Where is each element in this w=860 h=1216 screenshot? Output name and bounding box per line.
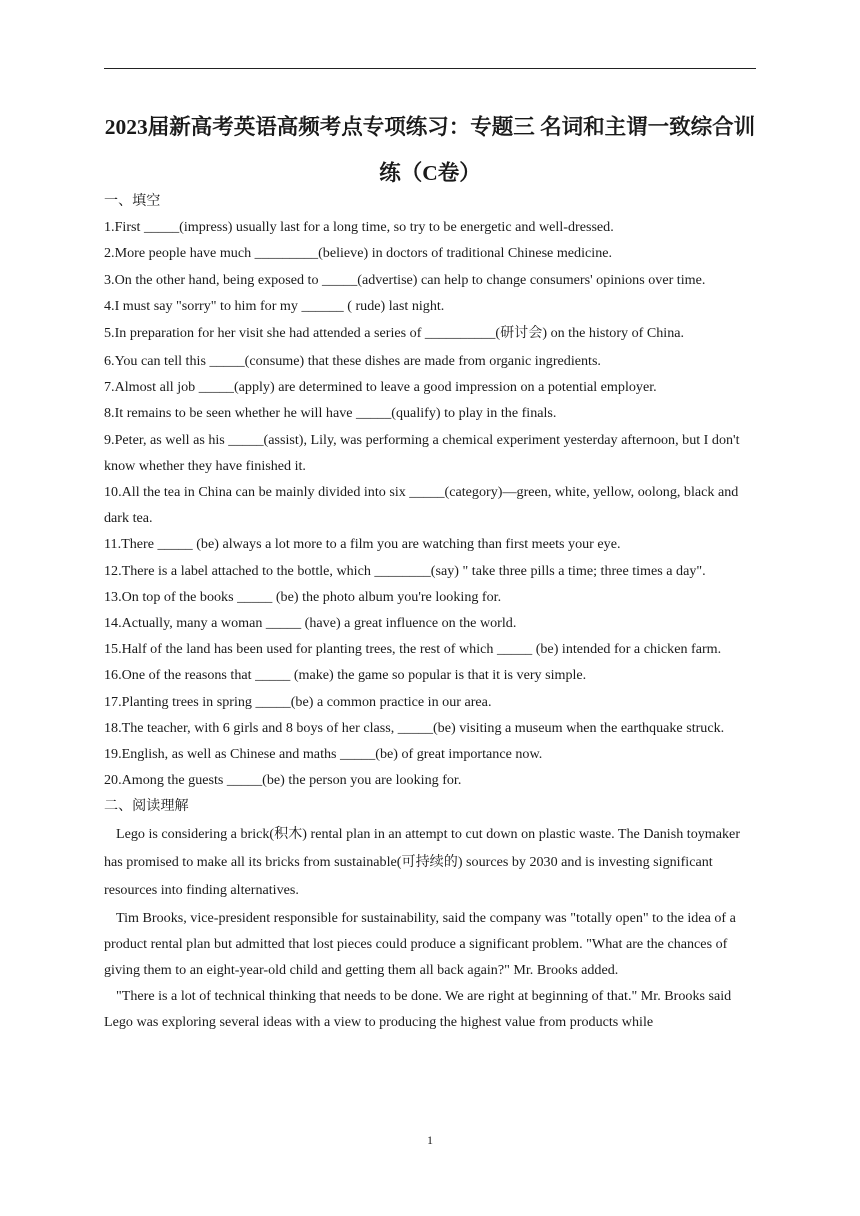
document-title: 2023届新高考英语高频考点专项练习：专题三 名词和主谓一致综合训练（C卷） (104, 115, 756, 185)
question-item: 3.On the other hand, being exposed to _____(advertise) can help to change consumers' opinions over time. (104, 271, 706, 288)
question-item: 13.On top of the books _____ (be) the photo album you're looking for. (104, 588, 502, 605)
question-item: 11.There _____ (be) always a lot more to a film you are watching than first meets your eye. (104, 536, 621, 553)
section-heading-fill-blank: 一、填空 (104, 193, 161, 209)
question-item: 15.Half of the land has been used for planting trees, the rest of which _____ (be) intended for a chicken farm. (104, 641, 722, 658)
document-body (104, 188, 758, 1036)
question-item: 19.English, as well as Chinese and maths _____(be) of great importance now. (104, 746, 543, 763)
passage-paragraph: "There is a lot of technical thinking that needs to be done. We are right at beginning of that." Mr. Brooks said Lego was exploring several ideas with a view to producing the highest value from products while (104, 988, 732, 1031)
question-item: 12.There is a label attached to the bottle, which ________(say) " take three pills a time; three times a day". (104, 562, 706, 579)
question-item: 2.More people have much _________(believe) in doctors of traditional Chinese medicine. (104, 245, 613, 262)
question-item: 20.Among the guests _____(be) the person you are looking for. (104, 772, 462, 789)
passage-paragraph: Lego is considering a brick(积木) rental plan in an attempt to cut down on plastic waste. The Danish toymaker has promised to make all its bricks from sustainable(可持续的) sources by 2030 and is investing significant resources into finding alternatives. (104, 825, 741, 899)
question-item: 5.In preparation for her visit she had attended a series of __________(研讨会) on the history of China. (104, 325, 685, 342)
question-item: 8.It remains to be seen whether he will have _____(qualify) to play in the finals. (104, 405, 557, 422)
passage-paragraph: Tim Brooks, vice-president responsible for sustainability, said the company was "totally open" to the idea of a product rental plan but admitted that lost pieces could produce a significant problem. "What are the chances of giving them to an eight-year-old child and getting them all back again?" Mr. Brooks added. (104, 909, 736, 978)
question-item: 16.One of the reasons that _____ (make) the game so popular is that it is very simple. (104, 667, 587, 684)
question-item: 10.All the tea in China can be mainly divided into six _____(category)—green, white, yellow, oolong, black and dark tea. (104, 484, 739, 527)
reading-passage (104, 820, 758, 1036)
question-item: 6.You can tell this _____(consume) that these dishes are made from organic ingredients. (104, 353, 601, 370)
page-number: 1 (427, 1133, 433, 1147)
question-item: 1.First _____(impress) usually last for a long time, so try to be energetic and well-dressed. (104, 219, 614, 236)
header-rule (104, 68, 756, 69)
question-item: 4.I must say "sorry" to him for my ______ ( rude) last night. (104, 297, 445, 314)
question-item: 17.Planting trees in spring _____(be) a common practice in our area. (104, 693, 492, 710)
question-item: 7.Almost all job _____(apply) are determined to leave a good impression on a potential employer. (104, 379, 657, 396)
question-item: 9.Peter, as well as his _____(assist), Lily, was performing a chemical experiment yesterday afternoon, but I don't know whether they have finished it. (104, 431, 740, 474)
question-item: 18.The teacher, with 6 girls and 8 boys of her class, _____(be) visiting a museum when the earthquake struck. (104, 719, 725, 736)
question-item: 14.Actually, many a woman _____ (have) a great influence on the world. (104, 615, 517, 632)
question-list (104, 214, 758, 793)
section-heading-reading: 二、阅读理解 (104, 798, 189, 815)
